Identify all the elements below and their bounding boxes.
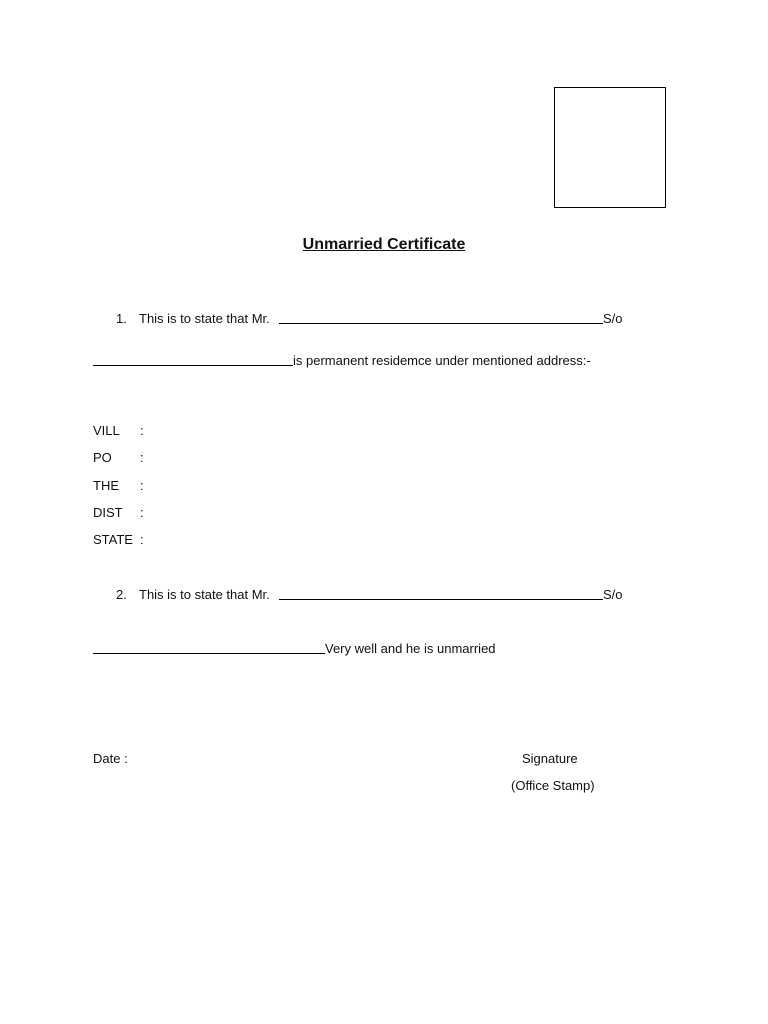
para2-father-blank[interactable]	[93, 653, 325, 654]
field-sep-state: :	[140, 532, 144, 547]
para1-line2: is permanent residemce under mentioned address:-	[293, 353, 591, 368]
para2-number: 2.	[116, 587, 127, 602]
office-stamp-label: (Office Stamp)	[511, 778, 595, 793]
signature-label: Signature	[522, 751, 578, 766]
date-label: Date :	[93, 751, 128, 766]
field-label-the: THE	[93, 478, 119, 493]
para1-suffix: S/o	[603, 311, 623, 326]
field-sep-vill: :	[140, 423, 144, 438]
para2-suffix: S/o	[603, 587, 623, 602]
field-sep-the: :	[140, 478, 144, 493]
field-label-vill: VILL	[93, 423, 120, 438]
field-label-state: STATE	[93, 532, 133, 547]
para1-father-blank[interactable]	[93, 365, 293, 366]
para1-name-blank[interactable]	[279, 323, 603, 324]
field-sep-dist: :	[140, 505, 144, 520]
field-label-po: PO	[93, 450, 112, 465]
para2-line2: Very well and he is unmarried	[325, 641, 496, 656]
para1-number: 1.	[116, 311, 127, 326]
para2-lead: This is to state that Mr.	[139, 587, 270, 602]
para2-name-blank[interactable]	[279, 599, 603, 600]
photo-box	[554, 87, 666, 208]
page-title: Unmarried Certificate	[302, 236, 466, 253]
para1-lead: This is to state that Mr.	[139, 311, 270, 326]
field-sep-po: :	[140, 450, 144, 465]
field-label-dist: DIST	[93, 505, 123, 520]
